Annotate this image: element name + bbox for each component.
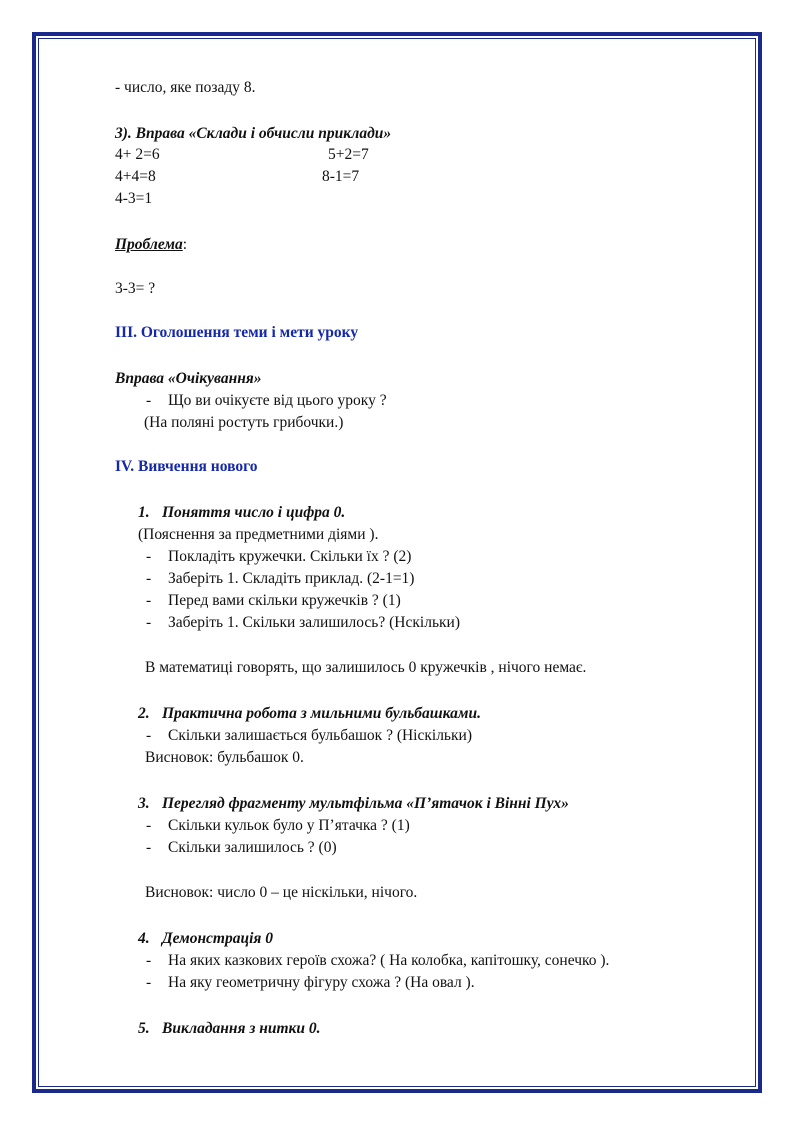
item-1-bullet-3: Перед вами скільки кружечків ? (1): [168, 592, 401, 609]
bullet-dash: -: [146, 974, 152, 991]
bullet-dash: -: [146, 839, 152, 856]
item-1-title: Поняття число і цифра 0.: [162, 504, 346, 521]
item-4-title: Демонстрація 0: [162, 930, 274, 947]
example-right-2: 8-1=7: [322, 168, 360, 185]
example-left-3: 4-3=1: [115, 190, 153, 207]
item-1-note: (Пояснення за предметними діями ).: [138, 526, 379, 543]
bullet-dash: -: [146, 592, 152, 609]
item-3-title: Перегляд фрагменту мультфільма «П’ятачок і Вінні Пух»: [162, 795, 569, 812]
item-2-bullet-1: Скільки залишається бульбашок ? (Ніскільки): [168, 727, 472, 744]
item-2-title: Практична робота з мильними бульбашками.: [162, 705, 482, 722]
section-4-heading: IV. Вивчення нового: [115, 458, 258, 475]
item-4-number: 4.: [138, 930, 150, 947]
bullet-dash: -: [146, 817, 152, 834]
example-right-1: 5+2=7: [328, 146, 369, 163]
item-5-number: 5.: [138, 1020, 150, 1037]
bullet-dash: -: [146, 570, 152, 587]
item-3-number: 3.: [138, 795, 150, 812]
item-3-conclusion: Висновок: число 0 – це ніскільки, нічого.: [145, 884, 418, 901]
item-1-number: 1.: [138, 504, 150, 521]
problem-colon: :: [182, 236, 188, 253]
item-2-conclusion: Висновок: бульбашок 0.: [145, 749, 304, 766]
problem-heading: [115, 235, 187, 255]
bullet-dash: -: [146, 392, 152, 409]
problem-label: Проблема: [115, 236, 183, 253]
section-3-heading: ІІІ. Оголошення теми і мети уроку: [115, 324, 359, 341]
example-left-2: 4+4=8: [115, 168, 156, 185]
exercise-3-title: 3). Вправа «Склади і обчисли приклади»: [115, 125, 392, 142]
expectation-answer: (На поляні ростуть грибочки.): [144, 414, 344, 431]
bullet-dash: -: [146, 548, 152, 565]
expectation-question: Що ви очікуєте від цього уроку ?: [168, 392, 387, 409]
item-4-bullet-1: На яких казкових героїв схожа? ( На колобка, капітошку, сонечко ).: [168, 952, 610, 969]
bullet-dash: -: [146, 727, 152, 744]
item-3-bullet-1: Скільки кульок було у П’ятачка ? (1): [168, 817, 410, 834]
item-5-title: Викладання з нитки 0.: [162, 1020, 321, 1037]
item-3-bullet-2: Скільки залишилось ? (0): [168, 839, 337, 856]
bullet-dash: -: [146, 952, 152, 969]
example-left-1: 4+ 2=6: [115, 146, 160, 163]
item-1-bullet-2: Заберіть 1. Складіть приклад. (2-1=1): [168, 570, 415, 587]
item-2-number: 2.: [138, 705, 150, 722]
intro-line: - число, яке позаду 8.: [115, 79, 256, 96]
expectation-title: Вправа «Очікування»: [115, 370, 262, 387]
problem-expression: 3-3= ?: [115, 280, 156, 297]
item-4-bullet-2: На яку геометричну фігуру схожа ? (На овал ).: [168, 974, 475, 991]
item-1-bullet-1: Покладіть кружечки. Скільки їх ? (2): [168, 548, 412, 565]
item-1-summary: В математиці говорять, що залишилось 0 кружечків , нічого немає.: [145, 659, 587, 676]
item-1-bullet-4: Заберіть 1. Скільки залишилось? (Нскільки): [168, 614, 460, 631]
bullet-dash: -: [146, 614, 152, 631]
